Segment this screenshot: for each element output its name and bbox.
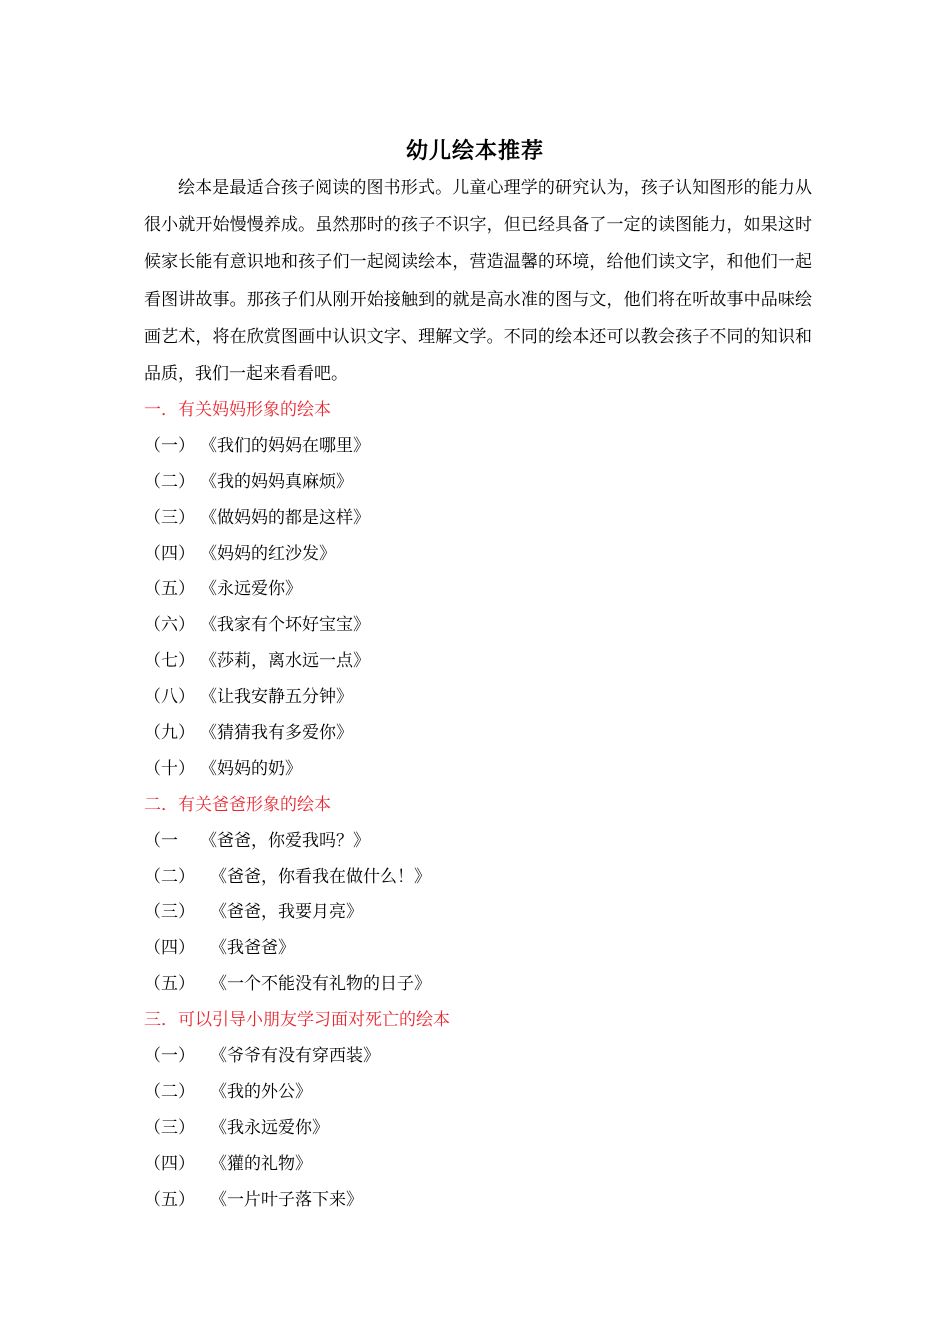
book-title: 《我永远爱你》 bbox=[210, 1117, 329, 1138]
list-item bbox=[144, 644, 812, 680]
book-title: 《猜猜我有多爱你》 bbox=[200, 723, 353, 744]
list-item bbox=[144, 1075, 812, 1111]
item-number: （十） bbox=[144, 758, 195, 779]
book-title: 《爸爸，我要月亮》 bbox=[210, 902, 363, 923]
section-death-books bbox=[144, 1003, 812, 1218]
book-title: 《做妈妈的都是这样》 bbox=[200, 507, 370, 528]
list-item bbox=[144, 429, 812, 465]
list-item bbox=[144, 501, 812, 537]
list-item bbox=[144, 860, 812, 896]
item-number: （四） bbox=[144, 543, 195, 564]
item-number: （五） bbox=[144, 579, 195, 600]
item-number: （三） bbox=[144, 1117, 195, 1138]
list-item bbox=[144, 1111, 812, 1147]
book-title: 《我的妈妈真麻烦》 bbox=[200, 471, 353, 492]
book-title: 《一个不能没有礼物的日子》 bbox=[210, 974, 431, 995]
list-item bbox=[144, 895, 812, 931]
list-item bbox=[144, 931, 812, 967]
intro-paragraph: 绘本是最适合孩子阅读的图书形式。儿童心理学的研究认为，孩子认知图形的能力从很小就开始慢慢养成。虽然那时的孩子不识字，但已经具备了一定的读图能力，如果这时候家长能有意识地和孩子们一起阅读绘本，营造温馨的环境，给他们读文字，和他们一起看图讲故事。那孩子们从刚开始接触到的就是高水准的图与文，他们将在听故事中品味绘画艺术，将在欣赏图画中认识文字、理解文学。不同的绘本还可以教会孩子不同的知识和品质，我们一起来看看吧。 bbox=[144, 178, 812, 385]
book-title: 《一片叶子落下来》 bbox=[210, 1189, 363, 1210]
item-number: （四） bbox=[144, 938, 195, 959]
list-item bbox=[144, 465, 812, 501]
book-title: 《爷爷有没有穿西装》 bbox=[210, 1046, 380, 1067]
book-title: 《我家有个坏好宝宝》 bbox=[200, 615, 370, 636]
item-number: （七） bbox=[144, 651, 195, 672]
item-number: （二） bbox=[144, 1081, 195, 1102]
section-mother-books bbox=[144, 393, 812, 788]
item-number: （六） bbox=[144, 615, 195, 636]
section-heading: 二．有关爸爸形象的绘本 bbox=[144, 794, 331, 815]
list-item bbox=[144, 716, 812, 752]
item-number: （五） bbox=[144, 1189, 195, 1210]
book-title: 《獾的礼物》 bbox=[210, 1153, 312, 1174]
item-number: （八） bbox=[144, 687, 195, 708]
section-heading: 三．可以引导小朋友学习面对死亡的绘本 bbox=[144, 1010, 450, 1031]
item-number: （一） bbox=[144, 435, 195, 456]
book-title: 《永远爱你》 bbox=[200, 579, 302, 600]
item-number: （一 bbox=[144, 830, 178, 851]
item-number: （五） bbox=[144, 974, 195, 995]
book-title: 《妈妈的奶》 bbox=[200, 758, 302, 779]
item-number: （二） bbox=[144, 866, 195, 887]
item-number: （三） bbox=[144, 902, 195, 923]
book-title: 《我们的妈妈在哪里》 bbox=[200, 435, 370, 456]
book-title: 《让我安静五分钟》 bbox=[200, 687, 353, 708]
item-number: （三） bbox=[144, 507, 195, 528]
item-number: （二） bbox=[144, 471, 195, 492]
list-item bbox=[144, 752, 812, 788]
list-item bbox=[144, 824, 812, 860]
list-item bbox=[144, 537, 812, 573]
list-item bbox=[144, 967, 812, 1003]
book-title: 《爸爸，你看我在做什么！》 bbox=[210, 866, 431, 887]
book-title: 《妈妈的红沙发》 bbox=[200, 543, 336, 564]
section-father-books bbox=[144, 788, 812, 1003]
book-title: 《爸爸，你爱我吗？》 bbox=[200, 830, 370, 851]
book-title: 《我爸爸》 bbox=[210, 938, 295, 959]
section-heading: 一．有关妈妈形象的绘本 bbox=[144, 400, 331, 420]
page-title: 幼儿绘本推荐 bbox=[405, 139, 544, 164]
item-number: （四） bbox=[144, 1153, 195, 1174]
list-item bbox=[144, 572, 812, 608]
list-item bbox=[144, 1183, 812, 1219]
book-title: 《我的外公》 bbox=[210, 1081, 312, 1102]
book-list bbox=[144, 393, 812, 1218]
item-number: （九） bbox=[144, 723, 195, 744]
item-number: （一） bbox=[144, 1046, 195, 1067]
list-item bbox=[144, 1039, 812, 1075]
book-title: 《莎莉，离水远一点》 bbox=[200, 651, 370, 672]
list-item bbox=[144, 1147, 812, 1183]
list-item bbox=[144, 608, 812, 644]
list-item bbox=[144, 680, 812, 716]
